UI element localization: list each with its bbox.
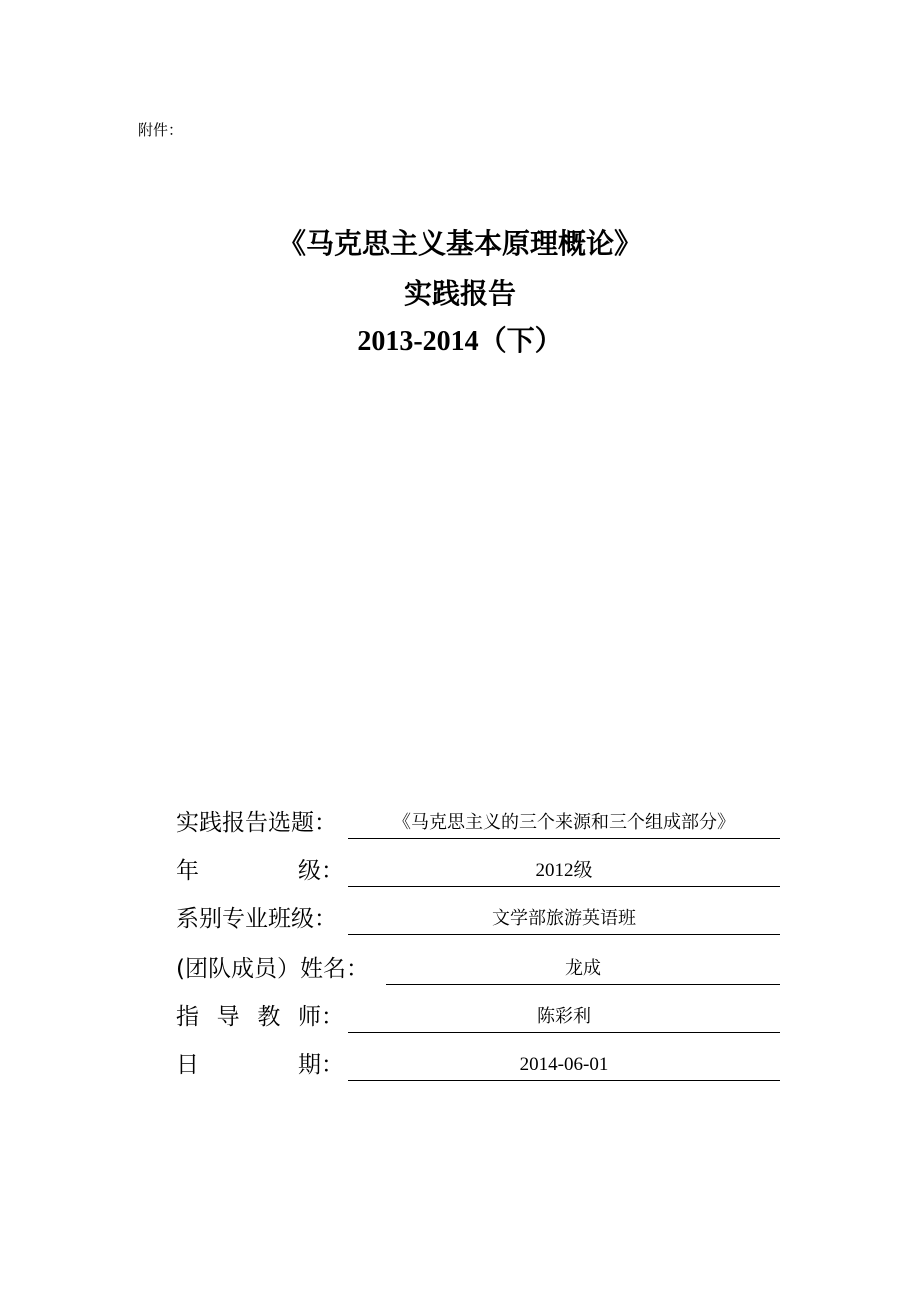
grade-label [176, 856, 344, 886]
department-label: 系别专业班级： [176, 906, 337, 932]
grade-row [176, 856, 786, 890]
topic-row [176, 808, 786, 842]
name-row [176, 954, 786, 988]
date-label-char2: 期： [298, 1052, 344, 1078]
semester-title: 2013-2014（下） [357, 326, 563, 357]
attachment-label: 附件： [138, 121, 184, 139]
date-label-char1: 日 [176, 1052, 199, 1078]
advisor-label-char3: 教 [257, 1004, 281, 1030]
department-row [176, 904, 786, 938]
topic-label: 实践报告选题： [176, 810, 337, 836]
date-label [176, 1050, 344, 1080]
advisor-value: 陈彩利 [348, 1002, 780, 1033]
topic-value: 《马克思主义的三个来源和三个组成部分》 [348, 808, 780, 839]
advisor-label-char2: 导 [216, 1004, 240, 1030]
advisor-label-char4: 师： [297, 1004, 344, 1030]
advisor-label-char1: 指 [176, 1004, 199, 1030]
grade-label-char2: 级： [298, 858, 344, 884]
date-row [176, 1050, 786, 1084]
advisor-label [176, 1002, 344, 1032]
date-value: 2014-06-01 [348, 1050, 780, 1081]
department-value: 文学部旅游英语班 [348, 904, 780, 935]
name-label: (团队成员）姓名： [176, 956, 369, 982]
course-title: 《马克思主义基本原理概论》 [277, 227, 642, 260]
grade-label-char1: 年 [176, 858, 199, 884]
grade-value: 2012级 [348, 856, 780, 887]
advisor-row [176, 1002, 786, 1036]
report-type-title: 实践报告 [403, 277, 516, 310]
name-value: 龙成 [386, 954, 780, 985]
